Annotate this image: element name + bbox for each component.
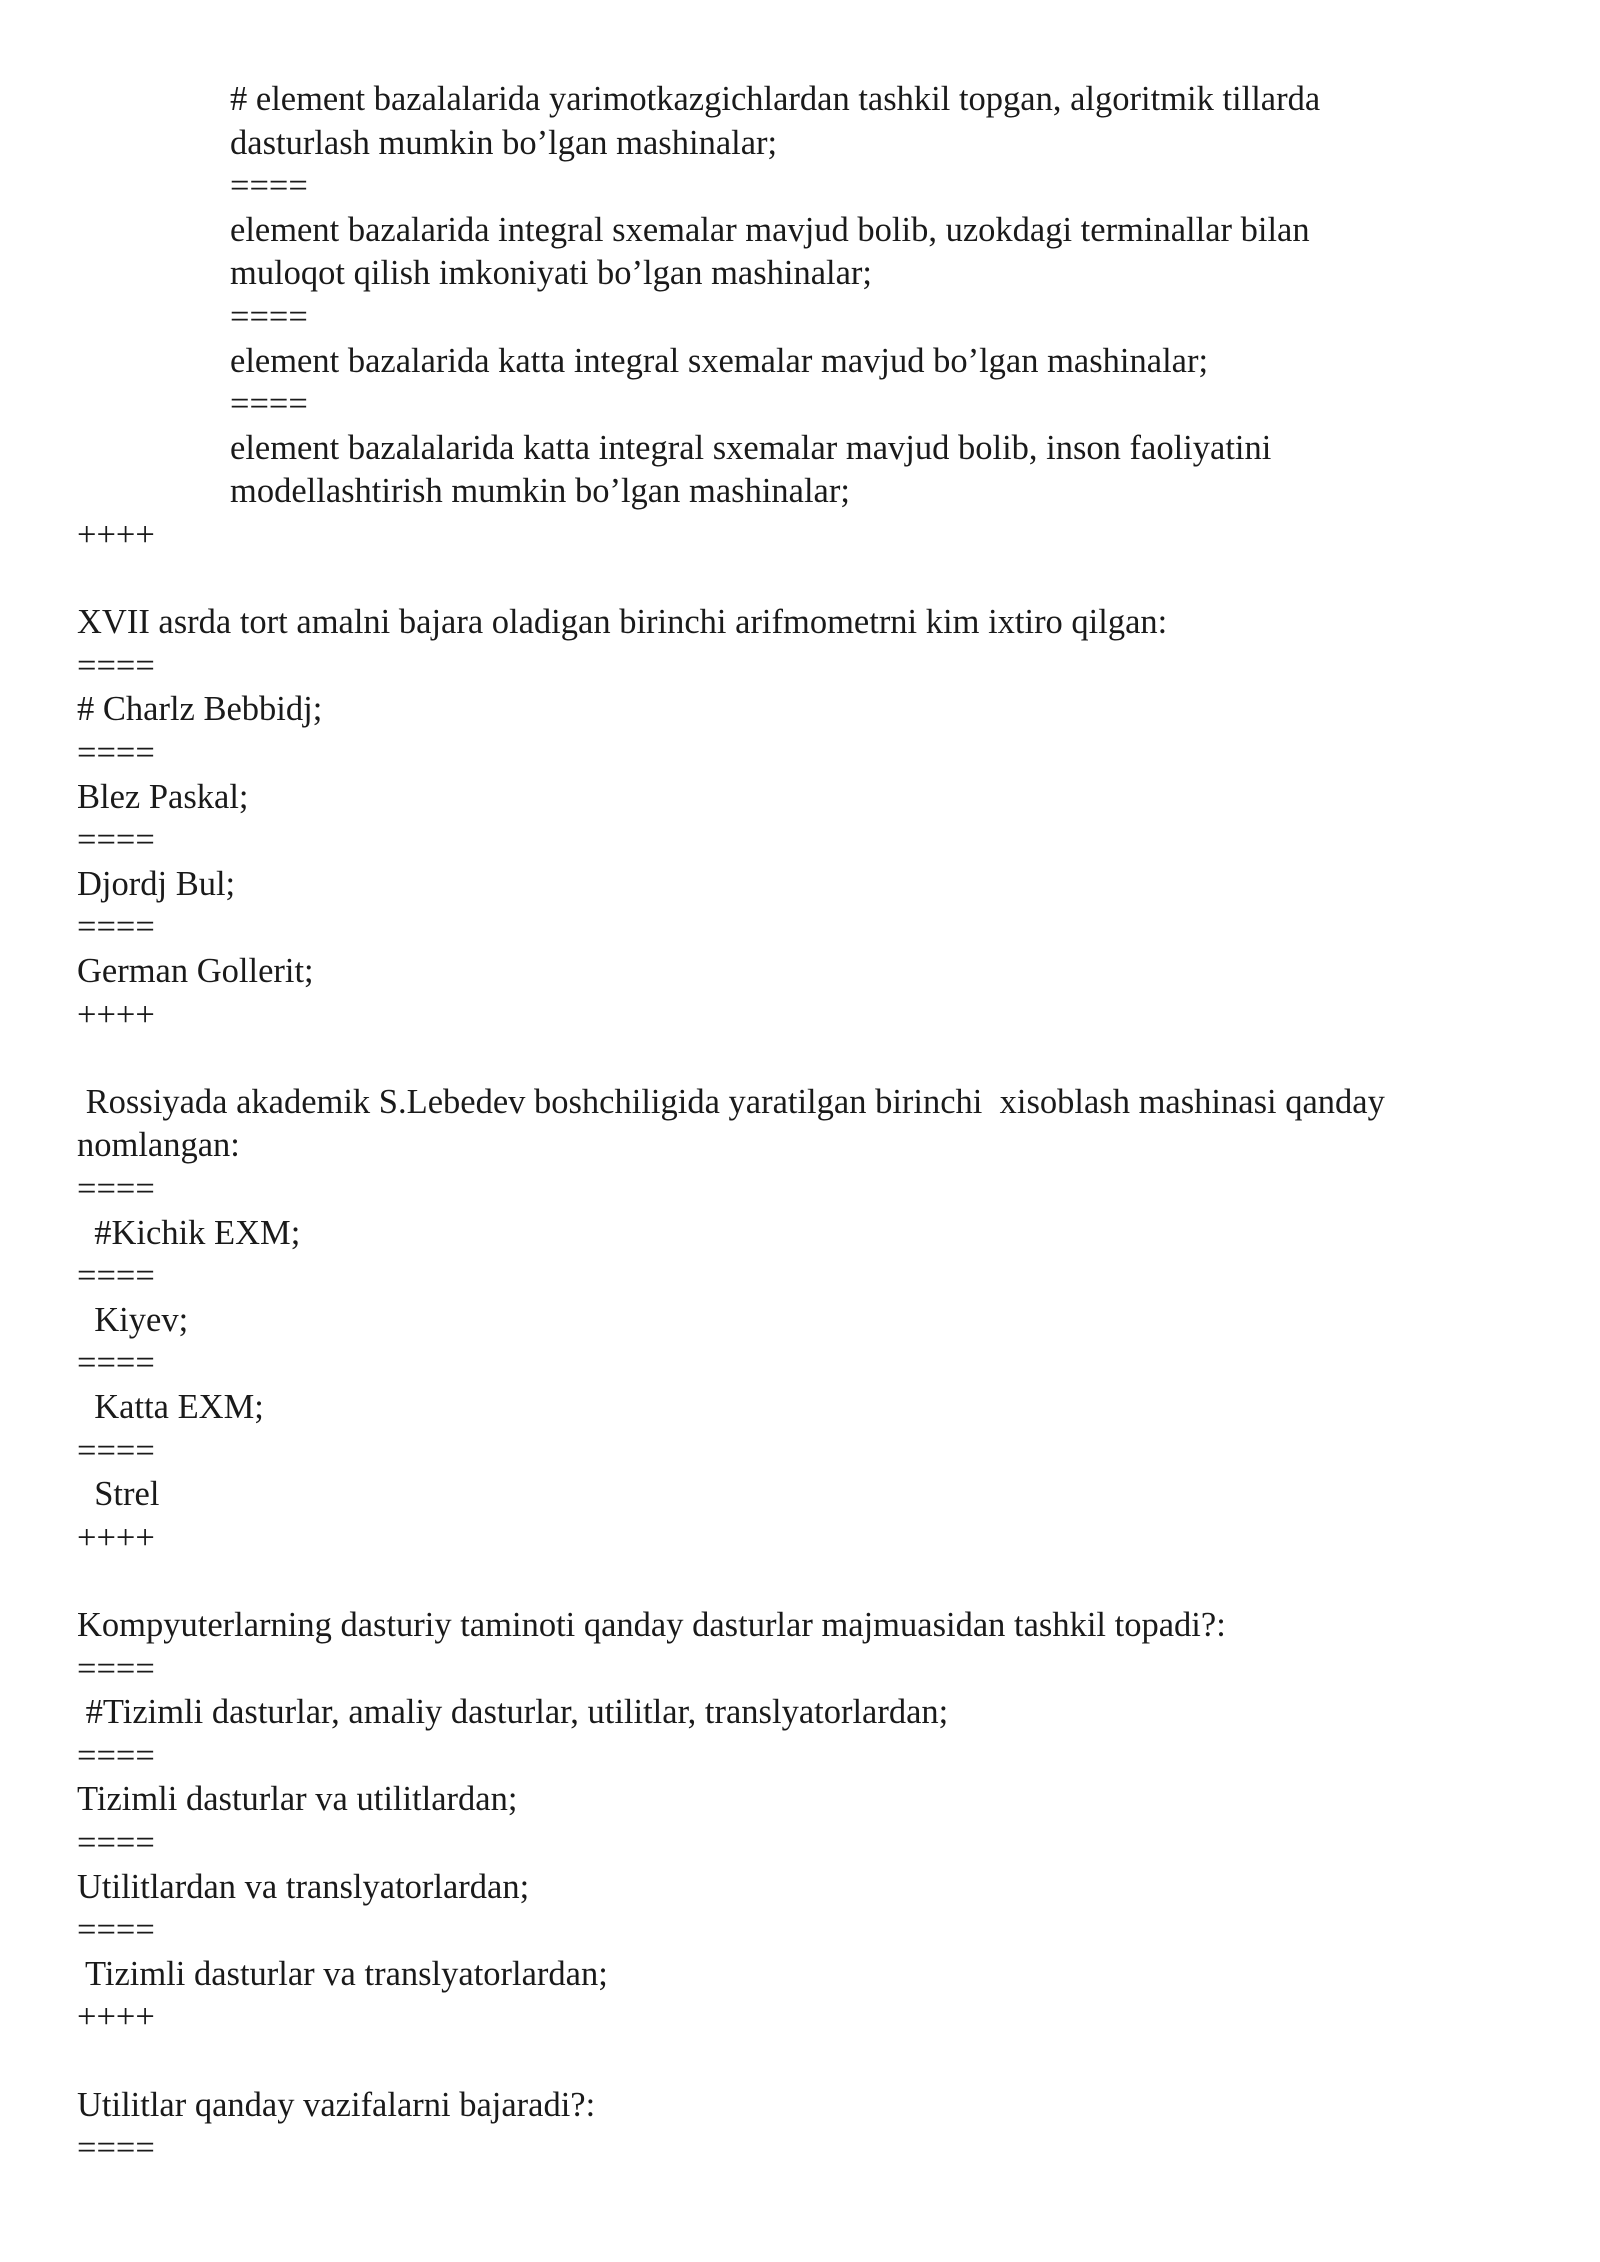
text-line: ==== (77, 1431, 155, 1470)
text-line: Utilitlar qanday vazifalarni bajaradi?: (77, 2085, 596, 2124)
text-line: #Tizimli dasturlar, amaliy dasturlar, utilitlar, translyatorlardan; (77, 1693, 949, 1732)
text-line: Djordj Bul; (77, 864, 236, 903)
text-line: # element bazalalarida yarimotkazgichlardan tashkil topgan, algoritmik tillarda (230, 80, 1321, 118)
text-line: ==== (77, 821, 155, 860)
text-line: ==== (230, 298, 308, 336)
text-line: muloqot qilish imkoniyati bo’lgan mashinalar; (230, 254, 873, 293)
text-line: ==== (77, 1649, 155, 1688)
text-line: dasturlash mumkin bo’lgan mashinalar; (230, 123, 778, 162)
text-line: nomlangan: (77, 1126, 240, 1165)
text-line: Strel (77, 1475, 160, 1514)
text-line: ++++ (77, 516, 155, 554)
text-line: ==== (77, 2129, 155, 2168)
text-line: ==== (77, 908, 155, 947)
text-line: ++++ (77, 995, 155, 1034)
text-line: element bazalarida integral sxemalar mavjud bolib, uzokdagi terminallar bilan (230, 210, 1310, 249)
text-line: modellashtirish mumkin bo’lgan mashinalar; (230, 472, 850, 511)
text-line: Blez Paskal; (77, 777, 249, 816)
text-line: Tizimli dasturlar va translyatorlardan; (77, 1954, 608, 1993)
text-line: XVII asrda tort amalni bajara oladigan birinchi arifmometrni kim ixtiro qilgan: (77, 603, 1168, 642)
text-line: # Charlz Bebbidj; (77, 690, 323, 729)
text-line: Katta EXM; (77, 1388, 264, 1426)
text-line: ==== (77, 1170, 155, 1208)
text-line: ==== (77, 1257, 155, 1296)
text-line: ==== (77, 1344, 155, 1383)
text-line: ++++ (77, 1518, 155, 1557)
text-line: #Kichik EXM; (77, 1213, 301, 1252)
text-line: Tizimli dasturlar va utilitlardan; (77, 1780, 518, 1819)
text-line: Kompyuterlarning dasturiy taminoti qanday dasturlar majmuasidan tashkil topadi?: (77, 1606, 1226, 1644)
text-line: Utilitlardan va translyatorlardan; (77, 1867, 530, 1906)
text-line: ==== (77, 646, 155, 685)
text-line: ==== (230, 167, 308, 206)
text-line: Kiyev; (77, 1300, 189, 1339)
text-line: Rossiyada akademik S.Lebedev boshchiligida yaratilgan birinchi xisoblash mashinasi qanday (77, 1082, 1385, 1121)
text-line: element bazalarida katta integral sxemalar mavjud bo’lgan mashinalar; (230, 341, 1209, 380)
text-line: ==== (77, 1824, 155, 1862)
text-line: German Gollerit; (77, 952, 314, 990)
text-line: element bazalalarida katta integral sxemalar mavjud bolib, inson faoliyatini (230, 428, 1272, 467)
text-line: ==== (77, 1911, 155, 1950)
text-line: ==== (77, 734, 155, 772)
text-line: ==== (77, 1736, 155, 1775)
text-line: ==== (230, 385, 308, 424)
text-line: ++++ (77, 1998, 155, 2037)
